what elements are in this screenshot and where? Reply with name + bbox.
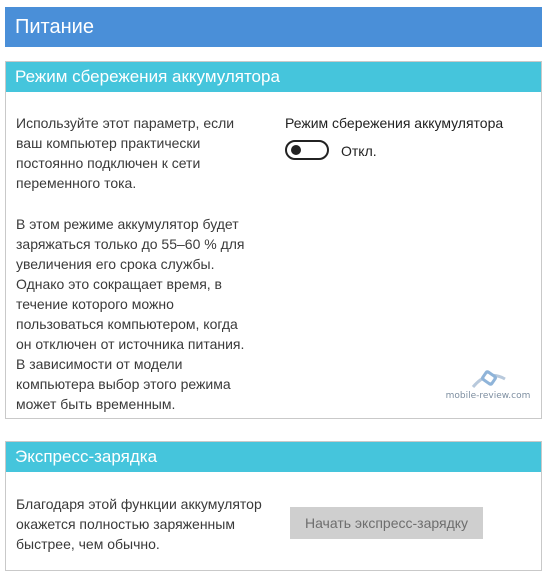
description-line: переменного тока. (16, 175, 137, 191)
description-line: пользоваться компьютером, когда (16, 316, 238, 332)
description-line: компьютера выбор этого режима (16, 376, 231, 392)
description-line: окажется полностью заряженным (16, 516, 235, 532)
description-line: увеличения его срока службы. (16, 256, 215, 272)
battery-saver-toggle-state: Откл. (341, 143, 377, 159)
toggle-knob (291, 145, 301, 155)
battery-saver-panel (5, 61, 542, 419)
page-header (5, 7, 542, 47)
battery-saver-section-header (6, 62, 541, 92)
description-line: Используйте этот параметр, если (16, 115, 235, 131)
description-line: течение которого можно (16, 296, 174, 312)
battery-saver-toggle[interactable] (285, 140, 329, 160)
battery-saver-setting-label: Режим сбережения аккумулятора (285, 115, 504, 131)
express-charge-section-header (6, 442, 541, 472)
description-line: Однако это сокращает время, в (16, 276, 222, 292)
start-express-charge-button[interactable]: Начать экспресс-зарядку (290, 507, 483, 539)
page-title: Питание (15, 16, 94, 38)
express-charge-panel (5, 441, 542, 571)
battery-saver-section-title: Режим сбережения аккумулятора (15, 67, 280, 86)
description-line: ваш компьютер практически (16, 135, 201, 151)
battery-saver-description-intro (16, 113, 261, 193)
description-line: В этом режиме аккумулятор будет (16, 216, 239, 232)
description-line: В зависимости от модели (16, 356, 183, 372)
battery-saver-description-details (16, 214, 261, 414)
mobile-review-watermark (443, 367, 533, 407)
watermark-logo-icon (443, 367, 533, 393)
express-charge-section-title: Экспресс-зарядка (15, 447, 158, 466)
express-charge-description (16, 494, 276, 554)
watermark-text: mobile-review.com (445, 391, 531, 401)
description-line: он отключен от источника питания. (16, 336, 245, 352)
description-line: заряжаться только до 55–60 % для (16, 236, 245, 252)
description-line: Благодаря этой функции аккумулятор (16, 496, 262, 512)
description-line: постоянно подключен к сети (16, 155, 201, 171)
description-line: быстрее, чем обычно. (16, 536, 160, 552)
description-line: может быть временным. (16, 396, 176, 412)
